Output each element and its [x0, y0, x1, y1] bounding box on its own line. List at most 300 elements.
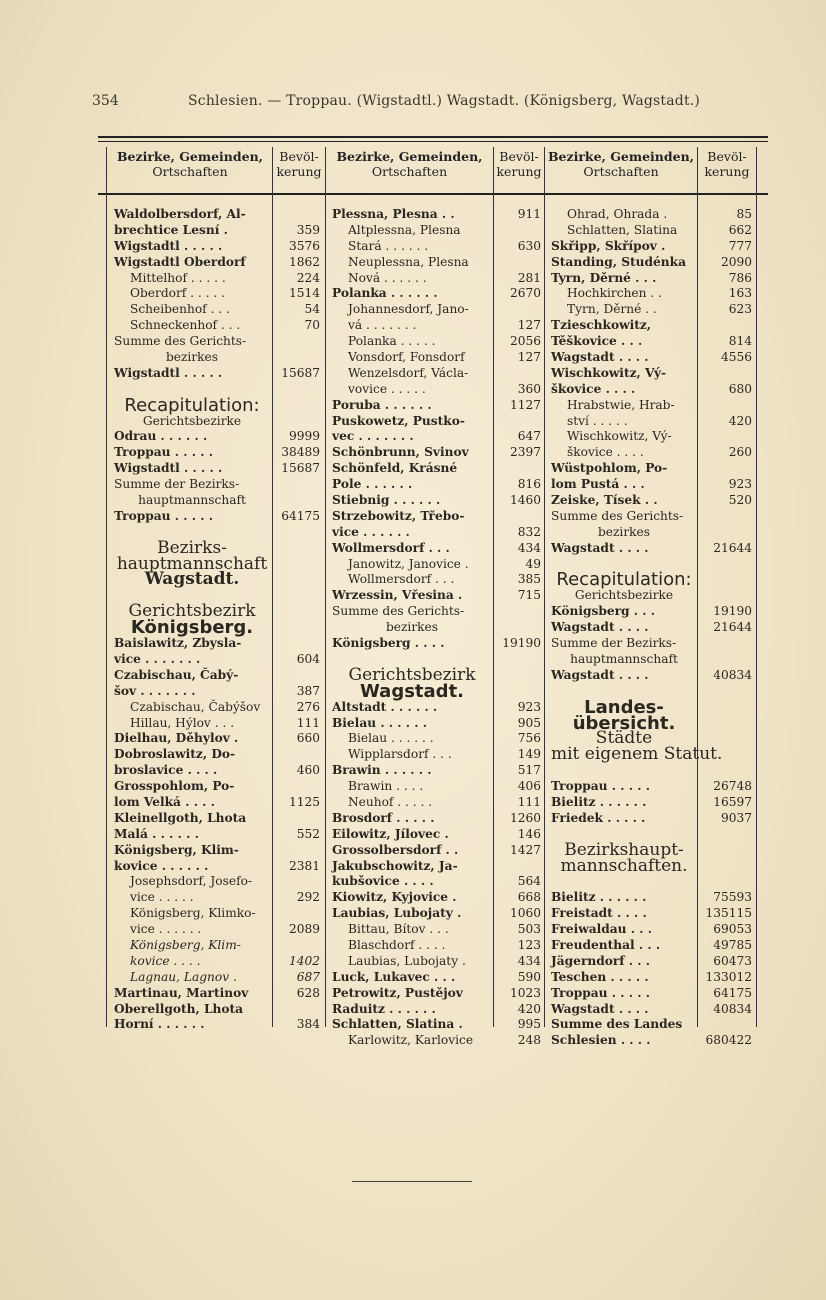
table-row [551, 382, 752, 398]
population-value: 630 [517, 238, 541, 253]
table-row [332, 922, 541, 938]
population-value: 127 [517, 318, 541, 333]
entry-name: Brosdorf . . . . . [332, 810, 435, 825]
entry-name: Neuhof . . . . . [348, 794, 433, 809]
population-value: 60473 [713, 953, 752, 968]
table-row [332, 843, 541, 859]
entry-name: Lagnau, Lagnov . [130, 969, 237, 984]
entry-name: Summe des Gerichts- [114, 334, 247, 349]
entry-name: Schlatten, Slatina [567, 222, 678, 237]
table-row [114, 811, 320, 827]
population-value: 40834 [713, 1001, 752, 1016]
header-name-col-1: Bezirke, Gemeinden, Ortschaften [116, 149, 264, 179]
table-row [332, 811, 541, 827]
entry-name: Waldolbersdorf, Al- [114, 207, 246, 221]
population-value: 786 [728, 270, 752, 285]
table-row [551, 652, 752, 668]
population-value: 2397 [509, 445, 541, 460]
table-row [332, 1033, 541, 1049]
population-value: 832 [517, 524, 541, 539]
entry-name: Gerichtsbezirke [574, 588, 674, 603]
table-row [114, 716, 320, 732]
entry-name: Summe der Bezirks- [114, 477, 240, 492]
entry-name: Stiebnig . . . . . . [332, 493, 441, 508]
population-value: 281 [517, 270, 541, 285]
table-row [551, 569, 752, 591]
table-row [114, 938, 320, 954]
entry-name: Zeiske, Tísek . . [551, 493, 658, 508]
entry-name: Petrowitz, Pustějov [332, 985, 463, 1000]
table-row [332, 986, 541, 1002]
table-row [551, 271, 752, 287]
population-value: 292 [296, 890, 320, 905]
table-row [114, 223, 320, 239]
entry-name: hauptmannschaft [116, 553, 268, 574]
table-row [114, 569, 320, 590]
table-row [551, 1002, 752, 1018]
table-row [551, 509, 752, 525]
population-value: 995 [517, 1017, 541, 1032]
table-row [114, 906, 320, 922]
entry-name: Johannesdorf, Jano- [348, 302, 469, 317]
entry-name: Wischkowitz, Vý- [567, 429, 672, 444]
entry-name: Recapitulation: [556, 569, 692, 591]
table-row [551, 855, 752, 876]
entry-name: Schönfeld, Krásné [332, 461, 458, 476]
entry-name: Wagstadt . . . . [551, 350, 649, 365]
header-name-col-2: Bezirke, Gemeinden, Ortschaften [336, 149, 483, 179]
table-row [332, 747, 541, 763]
table-row [114, 350, 320, 366]
entry-name: Skřipp, Skřípov . [551, 238, 666, 253]
population-value: 123 [517, 937, 541, 952]
population-value: 520 [728, 493, 752, 508]
table-row [551, 302, 752, 318]
entry-name: lom Pustá . . . [551, 477, 645, 492]
entry-name: Czabischau, Čabý- [114, 667, 239, 682]
entry-name: Bielitz . . . . . . [551, 794, 647, 809]
table-row [332, 477, 541, 493]
table-row [114, 636, 320, 652]
entry-name: Laubias, Lubojaty . [332, 906, 462, 921]
entry-name: Malá . . . . . . [114, 826, 199, 841]
population-value: 814 [728, 334, 752, 349]
table-row [332, 827, 541, 843]
population-value: 40834 [713, 667, 752, 682]
table-row [551, 588, 752, 604]
entry-name: Poruba . . . . . . [332, 397, 432, 412]
table-row [332, 604, 541, 620]
entry-name: Oberdorf . . . . . [130, 286, 226, 301]
population-value: 64175 [713, 985, 752, 1000]
population-value: 715 [517, 588, 541, 603]
entry-name: Brawin . . . . [348, 779, 424, 794]
table-row [332, 271, 541, 287]
population-value: 680422 [705, 1033, 752, 1048]
population-value: 69053 [713, 922, 752, 937]
entry-name: Königsberg . . . [551, 604, 656, 619]
entry-name: Königsberg, Klimko- [130, 906, 256, 921]
entry-name: Wrzessin, Vřesina . [332, 588, 463, 603]
entry-name: škovice . . . . [567, 445, 644, 460]
table-row [332, 906, 541, 922]
table-row [114, 394, 320, 416]
col-divider-2 [544, 147, 545, 1027]
table-row [551, 223, 752, 239]
population-value: 2381 [288, 858, 320, 873]
population-value: 49785 [713, 937, 752, 952]
table-row [551, 398, 752, 414]
entry-name: Wipplarsdorf . . . [348, 747, 452, 762]
entry-name: Freudenthal . . . [551, 937, 661, 952]
population-value: 647 [517, 429, 541, 444]
population-value: 911 [517, 207, 541, 221]
population-value: 384 [296, 1017, 320, 1032]
table-row [332, 572, 541, 588]
table-row [551, 795, 752, 811]
table-row [114, 954, 320, 970]
table-row [551, 1017, 752, 1033]
table-row [551, 493, 752, 509]
population-value: 1460 [509, 493, 541, 508]
table-row [551, 636, 752, 652]
table-row [551, 938, 752, 954]
entry-name: škovice . . . . [551, 381, 636, 396]
table-row [114, 700, 320, 716]
entry-name: Wollmersdorf . . . [348, 572, 455, 587]
table-row [114, 843, 320, 859]
table-row [114, 239, 320, 255]
entry-name: Troppau . . . . . [551, 779, 650, 794]
entry-name: ství . . . . . [567, 413, 628, 428]
entry-name: Plessna, Plesna . . [332, 207, 455, 221]
entry-name: Strzebowitz, Třebo- [332, 508, 465, 523]
table-row [332, 970, 541, 986]
entry-name: vice . . . . . . . [114, 651, 201, 666]
table-row [332, 938, 541, 954]
table-row [114, 1017, 320, 1033]
entry-name: Schlesien . . . . [551, 1033, 651, 1048]
population-value: 15687 [281, 365, 320, 380]
entry-name: Wagstadt . . . . [551, 1001, 649, 1016]
entry-name: Teschen . . . . . [551, 969, 649, 984]
entry-name: Wollmersdorf . . . [332, 540, 450, 555]
population-value: 70 [304, 318, 320, 333]
table-row [332, 763, 541, 779]
population-value: 54 [304, 302, 320, 317]
population-value: 1514 [288, 286, 320, 301]
entry-name: Bezirkshaupt- [564, 839, 684, 860]
entry-name: Standing, Studénka [551, 254, 686, 269]
table-row [114, 271, 320, 287]
table-row [551, 525, 752, 541]
population-value: 19190 [713, 604, 752, 619]
table-row [332, 429, 541, 445]
entry-name: Dobroslawitz, Do- [114, 747, 236, 762]
table-row [332, 1002, 541, 1018]
entry-name: Nová . . . . . . [348, 270, 427, 285]
table-row [332, 954, 541, 970]
table-row [551, 922, 752, 938]
population-value: 260 [728, 445, 752, 460]
population-value: 420 [517, 1001, 541, 1016]
entry-name: vice . . . . . [130, 890, 194, 905]
entry-name: broslavice . . . . [114, 763, 218, 778]
table-row [551, 954, 752, 970]
entry-name: Städte [595, 728, 653, 749]
table-row [332, 700, 541, 716]
population-value: 816 [517, 477, 541, 492]
entry-name: Freiwaldau . . . [551, 922, 652, 937]
population-value: 2670 [509, 286, 541, 301]
entry-name: Vonsdorf, Fonsdorf [348, 350, 465, 365]
population-value: 1260 [509, 810, 541, 825]
table-row [332, 461, 541, 477]
table-row [114, 414, 320, 430]
header-top-rule [98, 136, 768, 138]
population-value: 420 [728, 413, 752, 428]
table-row [332, 223, 541, 239]
population-value: 135115 [705, 906, 752, 921]
entry-name: Hillau, Hýlov . . . [130, 715, 235, 730]
table-row [114, 477, 320, 493]
entry-name: Wischkowitz, Vý- [551, 365, 667, 380]
population-value: 9999 [288, 429, 320, 444]
entry-name: Wüstpohlom, Po- [551, 461, 668, 476]
population-value: 149 [517, 747, 541, 762]
population-value: 1023 [509, 985, 541, 1000]
population-value: 21644 [713, 620, 752, 635]
table-row [551, 366, 752, 382]
table-row [332, 207, 541, 223]
entry-name: hauptmannschaft [570, 651, 678, 666]
entry-name: Bielau . . . . . . [348, 731, 434, 746]
entry-name: Stará . . . . . . [348, 238, 429, 253]
table-row [551, 874, 752, 890]
population-value: 64175 [281, 508, 320, 523]
population-value: 387 [296, 683, 320, 698]
table-row [332, 859, 541, 875]
entry-name: bezirkes [597, 524, 650, 539]
entry-name: Puskowetz, Pustko- [332, 413, 465, 428]
entry-name: vice . . . . . . [332, 524, 410, 539]
entry-name: übersicht. [572, 712, 676, 734]
entry-name: Wagstadt . . . . [551, 620, 649, 635]
table-border-right [756, 147, 757, 1027]
table-row [114, 652, 320, 668]
table-row [114, 429, 320, 445]
table-row [551, 350, 752, 366]
table-row [551, 445, 752, 461]
entry-name: Wagstadt. [144, 569, 240, 590]
population-value: 2090 [720, 254, 752, 269]
entry-name: Wigstadtl . . . . . [114, 365, 223, 380]
table-row [551, 429, 752, 445]
entry-name: Wigstadtl Oberdorf [114, 254, 246, 269]
entry-name: Grosspohlom, Po- [114, 779, 235, 794]
table-row [332, 302, 541, 318]
population-value: 687 [296, 969, 320, 984]
table-row [114, 334, 320, 350]
table-row [114, 827, 320, 843]
entry-name: Summe der Bezirks- [551, 636, 677, 651]
header-bottom-rule [98, 193, 768, 195]
table-row [332, 255, 541, 271]
entry-name: Wigstadtl . . . . . [114, 238, 223, 253]
table-row [332, 588, 541, 604]
table-row [114, 461, 320, 477]
population-value: 2089 [288, 922, 320, 937]
entry-name: šov . . . . . . . [114, 683, 196, 698]
table-row [114, 207, 320, 223]
entry-name: Schlatten, Slatina . [332, 1017, 463, 1032]
population-value: 111 [296, 715, 320, 730]
entry-name: vice . . . . . . [130, 922, 202, 937]
table-row [332, 890, 541, 906]
table-row [114, 779, 320, 795]
entry-name: Königsberg, Klim- [114, 842, 239, 857]
population-value: 1402 [288, 953, 320, 968]
table-row [551, 620, 752, 636]
population-value: 3576 [288, 238, 320, 253]
entry-name: lom Velká . . . . [114, 794, 215, 809]
table-row [551, 811, 752, 827]
population-value: 163 [728, 286, 752, 301]
entry-name: Gerichtsbezirk [348, 664, 476, 685]
entry-name: Tzieschkowitz, [551, 318, 652, 333]
table-row [551, 890, 752, 906]
population-value: 1427 [509, 842, 541, 857]
entry-name: Altstadt . . . . . . [332, 699, 438, 714]
table-row [332, 795, 541, 811]
population-value: 276 [296, 699, 320, 714]
entry-name: Odrau . . . . . . [114, 429, 208, 444]
population-value: 434 [517, 953, 541, 968]
table-row [114, 668, 320, 684]
population-value: 1125 [288, 794, 320, 809]
entry-name: vá . . . . . . . [348, 318, 417, 333]
header-top-rule-thin [98, 141, 768, 142]
table-column-3 [551, 207, 752, 1049]
entry-name: Freistadt . . . . [551, 906, 647, 921]
entry-name: Altplessna, Plesna [348, 222, 461, 237]
population-value: 38489 [281, 445, 320, 460]
entry-name: Raduitz . . . . . . [332, 1001, 436, 1016]
entry-name: Grossolbersdorf . . [332, 842, 459, 857]
population-value: 111 [517, 794, 541, 809]
header-pop-col-2: Bevöl- kerung [496, 149, 542, 179]
entry-name: Gerichtsbezirk [128, 601, 256, 622]
entry-name: Kiowitz, Kyjovice . [332, 890, 457, 905]
population-value: 1127 [509, 397, 541, 412]
entry-name: Mittelhof . . . . . [130, 270, 226, 285]
table-column-2 [332, 207, 541, 1049]
table-row [114, 286, 320, 302]
population-value: 146 [517, 826, 541, 841]
entry-name: Wagstadt . . . . [551, 667, 649, 682]
entry-name: Jägerndorf . . . [551, 953, 650, 968]
table-row [551, 970, 752, 986]
table-row [114, 970, 320, 986]
population-value: 668 [517, 890, 541, 905]
table-row [332, 366, 541, 382]
entry-name: Hrabstwie, Hrab- [567, 397, 675, 412]
entry-name: Jakubschowitz, Ja- [332, 858, 458, 873]
table-row [551, 744, 752, 765]
population-value: 590 [517, 969, 541, 984]
entry-name: Bielitz . . . . . . [551, 890, 647, 905]
entry-name: bezirkes [385, 620, 438, 635]
population-value: 923 [517, 699, 541, 714]
population-value: 756 [517, 731, 541, 746]
table-row [114, 859, 320, 875]
table-row [114, 302, 320, 318]
table-row [332, 620, 541, 636]
table-row [332, 334, 541, 350]
entry-name: Königsberg. [130, 617, 254, 639]
population-value: 127 [517, 350, 541, 365]
table-row [551, 779, 752, 795]
population-value: 75593 [713, 890, 752, 905]
table-row [332, 874, 541, 890]
population-value: 905 [517, 715, 541, 730]
entry-name: Martinau, Martinov [114, 985, 249, 1000]
population-value: 552 [296, 826, 320, 841]
table-row [332, 557, 541, 573]
entry-name: Wagstadt. [359, 680, 465, 702]
table-row [551, 763, 752, 779]
table-row [332, 779, 541, 795]
entry-name: Schneckenhof . . . [130, 318, 241, 333]
population-value: 777 [728, 238, 752, 253]
entry-name: Scheibenhof . . . [130, 302, 230, 317]
table-row [551, 906, 752, 922]
table-row [332, 382, 541, 398]
entry-name: Oberellgoth, Lhota [114, 1001, 244, 1016]
table-row [551, 239, 752, 255]
population-value: 15687 [281, 461, 320, 476]
table-row [551, 604, 752, 620]
entry-name: Blaschdorf . . . . [348, 937, 446, 952]
table-border-left [106, 147, 107, 1027]
entry-name: Josephsdorf, Josefo- [130, 874, 253, 889]
table-row [332, 493, 541, 509]
entry-name: Summe des Gerichts- [551, 508, 684, 523]
table-row [114, 684, 320, 700]
population-value: 1060 [509, 906, 541, 921]
table-row [114, 617, 320, 639]
population-value: 628 [296, 985, 320, 1000]
population-value: 662 [728, 222, 752, 237]
entry-name: Horní . . . . . . [114, 1017, 205, 1032]
table-row [332, 350, 541, 366]
table-row [332, 525, 541, 541]
table-row [114, 255, 320, 271]
population-value: 406 [517, 779, 541, 794]
entry-name: bezirkes [165, 350, 218, 365]
table-row [114, 986, 320, 1002]
entry-name: Summe des Landes [551, 1017, 683, 1032]
entry-name: Troppau . . . . . [114, 445, 213, 460]
table-row [551, 461, 752, 477]
population-value: 360 [517, 381, 541, 396]
population-value: 923 [728, 477, 752, 492]
col-divider-1 [325, 147, 326, 1027]
table-row [332, 1017, 541, 1033]
header-pop-col-3: Bevöl- kerung [704, 149, 750, 179]
table-row [332, 398, 541, 414]
entry-name: Eilowitz, Jílovec . [332, 826, 449, 841]
